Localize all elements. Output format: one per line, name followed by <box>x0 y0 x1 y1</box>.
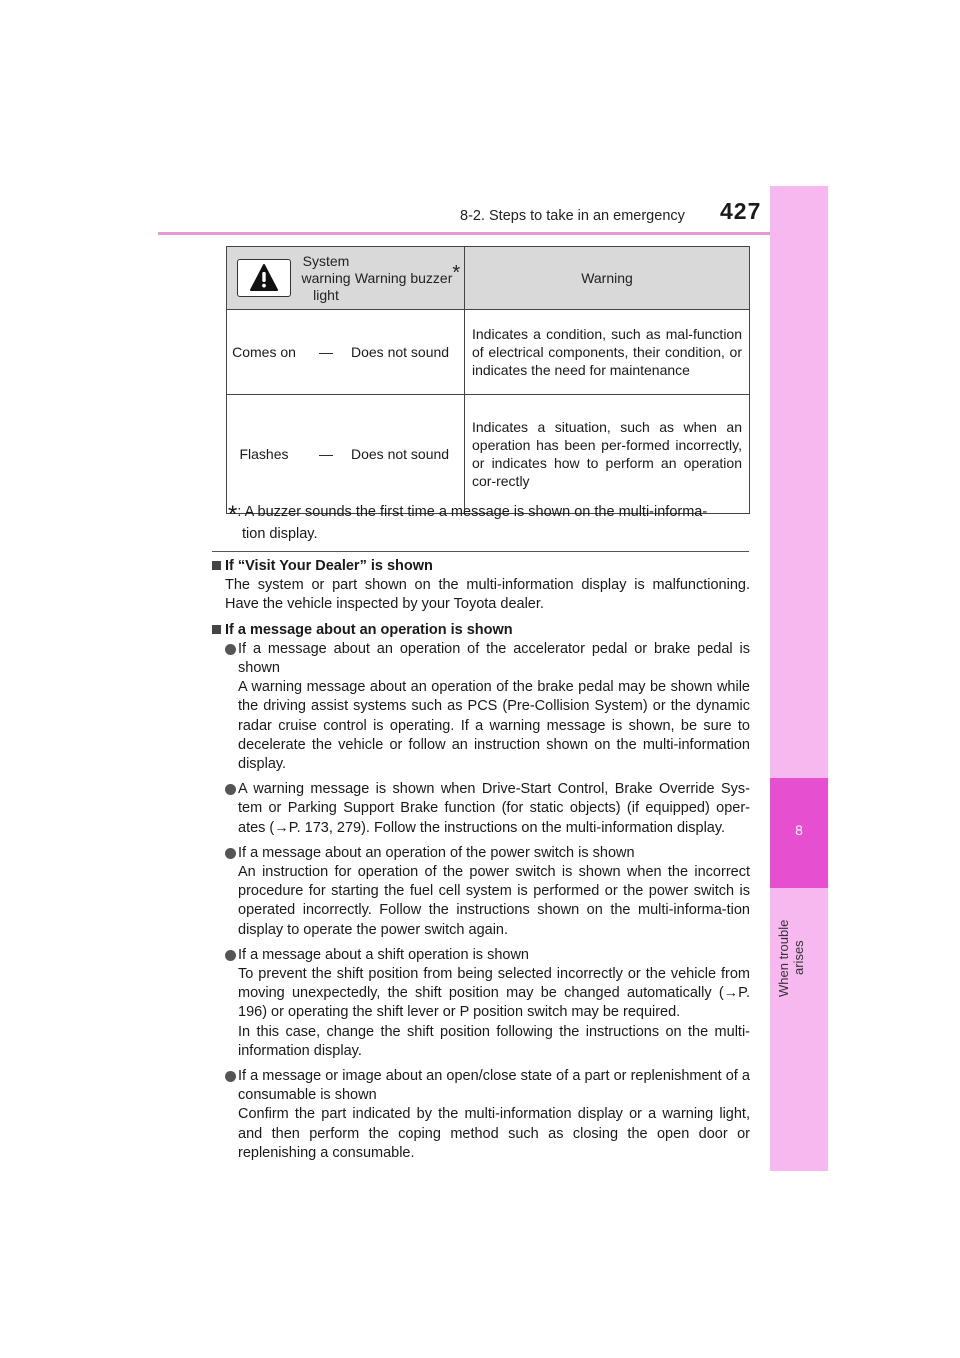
list-item <box>225 780 750 838</box>
section-title-visit-dealer <box>212 557 750 576</box>
header-buzzer-label: Warning buzzer <box>354 269 453 286</box>
row-light-state: Flashes <box>227 395 302 514</box>
section-header: 8-2. Steps to take in an emergency <box>460 208 685 224</box>
header-icon-cell <box>227 247 302 310</box>
list-item <box>225 640 750 774</box>
bullet-head: A warning message is shown when Drive-Start Control, Brake Override Sys-tem or Parking Support Brake function (for static objects) (if equipped) oper-ates (→P. 173, 279). Follow the instructions on the multi-information display. <box>238 781 750 836</box>
bullet-dot-icon <box>225 1071 236 1082</box>
warning-triangle-icon <box>237 259 291 297</box>
row-warning-text: Indicates a situation, such as when an operation has been per-formed incorrectly, or indicates how to perform an operation cor-rectly <box>465 395 750 514</box>
header-system-warning-light: System warning light <box>301 247 351 310</box>
section-divider <box>212 551 749 552</box>
list-item <box>225 844 750 940</box>
row-light-state: Comes on <box>227 310 302 395</box>
page-body <box>212 557 750 1163</box>
row-buzzer: Does not sound <box>351 310 465 395</box>
row-dash: — <box>301 395 351 514</box>
chapter-number: 8 <box>795 822 803 838</box>
section-title-text: If a message about an operation is shown <box>225 621 513 638</box>
table-footnote <box>228 498 750 545</box>
warning-table <box>226 246 750 514</box>
bullet-head: If a message about an operation of the power switch is shown <box>238 844 635 861</box>
section-title-text: If “Visit Your Dealer” is shown <box>225 558 433 574</box>
chapter-side-band <box>770 186 828 1171</box>
section-title-operation <box>212 621 750 640</box>
bullet-body: To prevent the shift position from being selected incorrectly or the vehicle from moving unexpectedly, the shift position may be changed automatically (→P. 196) or operating the shift lever or P position switch may be required. <box>238 966 750 1021</box>
section-body-visit-dealer: The system or part shown on the multi-information display is malfunctioning. Have the vehicle inspected by your Toyota dealer. <box>225 577 750 613</box>
chapter-title: When trouble arises <box>776 919 806 997</box>
bullet-body: A warning message about an operation of the brake pedal may be shown while the driving assist systems such as PCS (Pre-Collision System) or the dynamic radar cruise control is operating. If a warning message is shown, be sure to decelerate the vehicle or follow an instruction shown on the multi-information display. <box>238 679 750 773</box>
section-square-icon <box>212 625 221 634</box>
bullet-head: If a message or image about an open/close state of a part or replenishment of a consumable is shown <box>238 1068 750 1104</box>
bullet-dot-icon <box>225 848 236 859</box>
bullet-body: Confirm the part indicated by the multi-information display or a warning light, and then perform the coping method such as closing the open door or replenishing a consumable. <box>238 1106 750 1161</box>
footnote-mark: * <box>228 501 238 528</box>
bullet-head: If a message about an operation of the accelerator pedal or brake pedal is shown <box>238 640 750 677</box>
bullet-body-2: In this case, change the shift position following the instructions on the multi-information display. <box>238 1023 750 1059</box>
header-warning-buzzer <box>351 247 465 310</box>
bullet-dot-icon <box>225 950 236 961</box>
header-rule <box>158 232 828 235</box>
table-header-row <box>227 247 750 310</box>
bullet-dot-icon <box>225 644 236 655</box>
row-dash: — <box>301 310 351 395</box>
page-number: 427 <box>720 198 762 224</box>
header-warning: Warning <box>465 247 750 310</box>
bullet-head: If a message about a shift operation is shown <box>238 946 529 963</box>
list-item <box>225 946 750 1061</box>
section-square-icon <box>212 561 221 570</box>
list-item <box>225 1067 750 1163</box>
row-warning-text: Indicates a condition, such as mal-function of electrical components, their condition, or indicates the need for maintenance <box>465 310 750 395</box>
row-buzzer: Does not sound <box>351 395 465 514</box>
footnote-text-line2: tion display. <box>242 526 318 542</box>
table-row <box>227 310 750 395</box>
footnote-text-line1: : A buzzer sounds the first time a message is shown on the multi-informa- <box>237 504 708 520</box>
bullet-body: An instruction for operation of the power switch is shown when the incorrect procedure for starting the fuel cell system is performed or the power switch is operated incorrectly. Follow the instructions shown on the multi-informa-tion display to operate the power switch again. <box>238 864 750 938</box>
bullet-dot-icon <box>225 784 236 795</box>
table-row <box>227 395 750 514</box>
buzzer-footnote-mark: * <box>452 261 461 284</box>
